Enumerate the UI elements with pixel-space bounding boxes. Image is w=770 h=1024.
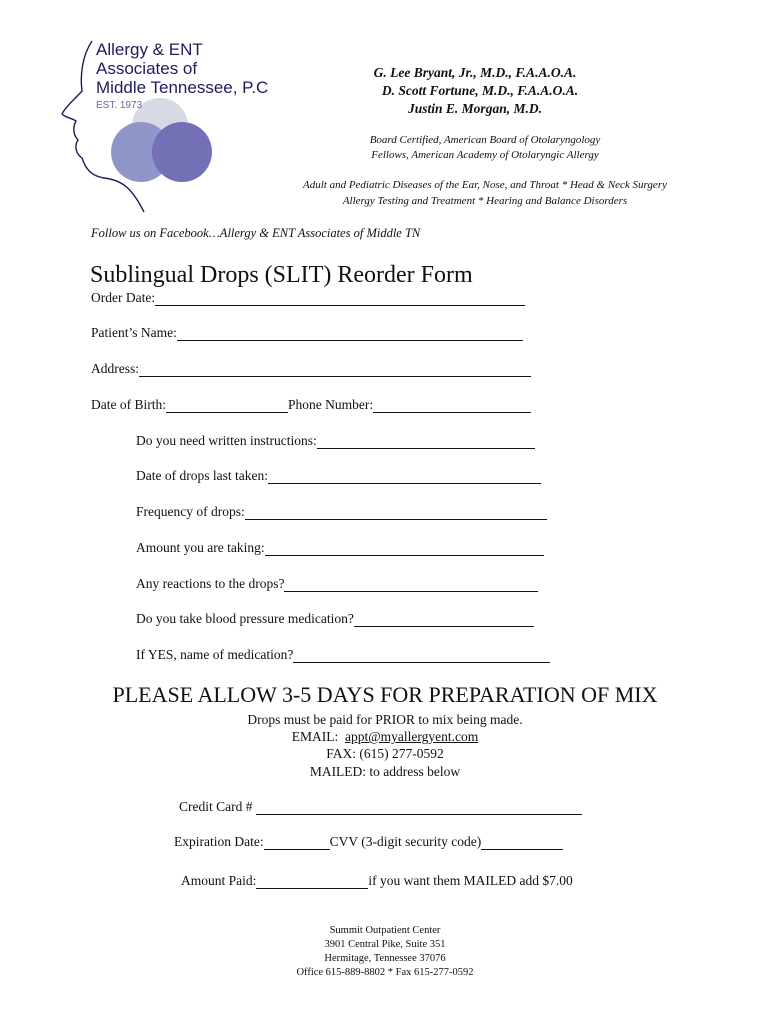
email-link[interactable]: appt@myallergyent.com bbox=[344, 729, 479, 744]
med-name-label: If YES, name of medication? bbox=[136, 647, 294, 662]
bp-med-label: Do you take blood pressure medication? bbox=[136, 611, 354, 626]
credit-card-input[interactable] bbox=[256, 800, 582, 815]
doctor-3: Justin E. Morgan, M.D. bbox=[408, 101, 542, 116]
written-instructions-input[interactable] bbox=[317, 434, 535, 449]
bp-med-input[interactable] bbox=[354, 612, 534, 627]
address-input[interactable] bbox=[139, 362, 531, 377]
footer-city: Hermitage, Tennessee 37076 bbox=[324, 953, 446, 964]
reactions-input[interactable] bbox=[284, 577, 538, 592]
last-taken-label: Date of drops last taken: bbox=[136, 468, 268, 483]
logo-line-1: Allergy & ENT bbox=[96, 40, 203, 59]
amount-paid-label: Amount Paid: bbox=[181, 873, 257, 888]
dob-phone-field bbox=[91, 397, 531, 413]
preparation-banner: PLEASE ALLOW 3-5 DAYS FOR PREPARATION OF MIX bbox=[112, 682, 658, 707]
footer-phone-fax: Office 615-889-8802 * Fax 615-277-0592 bbox=[296, 967, 474, 978]
patient-name-label: Patient’s Name: bbox=[91, 325, 177, 340]
footer-center-name: Summit Outpatient Center bbox=[329, 925, 441, 936]
doctor-2: D. Scott Fortune, M.D., F.A.A.O.A. bbox=[381, 83, 579, 98]
dob-label: Date of Birth: bbox=[91, 397, 166, 412]
mailed-line: MAILED: to address below bbox=[309, 764, 461, 779]
phone-input[interactable] bbox=[373, 398, 531, 413]
amount-label: Amount you are taking: bbox=[136, 540, 265, 555]
credit-card-label: Credit Card # bbox=[179, 799, 253, 814]
form-title: Sublingual Drops (SLIT) Reorder Form bbox=[90, 262, 473, 288]
footer-street: 3901 Central Pike, Suite 351 bbox=[324, 939, 446, 950]
order-date-input[interactable] bbox=[155, 291, 525, 306]
order-date-label: Order Date: bbox=[91, 290, 156, 305]
fax-line: FAX: (615) 277-0592 bbox=[326, 746, 444, 761]
reactions-field bbox=[136, 576, 538, 592]
address-field bbox=[91, 361, 531, 377]
prepay-note: Drops must be paid for PRIOR to mix being made. bbox=[247, 712, 523, 727]
address-label: Address: bbox=[91, 361, 139, 376]
med-name-input[interactable] bbox=[293, 648, 550, 663]
services-line-2: Allergy Testing and Treatment * Hearing and Balance Disorders bbox=[342, 195, 628, 207]
dob-input[interactable] bbox=[166, 398, 288, 413]
patient-name-field bbox=[91, 325, 523, 341]
facebook-note: Follow us on Facebook…Allergy & ENT Associates of Middle TN bbox=[91, 226, 421, 240]
last-taken-field bbox=[136, 468, 541, 484]
patient-name-input[interactable] bbox=[177, 326, 523, 341]
amount-field bbox=[136, 540, 544, 556]
med-name-field bbox=[136, 647, 550, 663]
expiration-label: Expiration Date: bbox=[174, 834, 264, 849]
email-label: EMAIL: bbox=[291, 729, 339, 744]
frequency-label: Frequency of drops: bbox=[136, 504, 245, 519]
doctor-1: G. Lee Bryant, Jr., M.D., F.A.A.O.A. bbox=[373, 65, 577, 80]
amount-input[interactable] bbox=[265, 541, 544, 556]
services-line-1: Adult and Pediatric Diseases of the Ear, Nose, and Throat * Head & Neck Surgery bbox=[303, 179, 667, 191]
written-instructions-field bbox=[136, 433, 535, 449]
amount-paid-input[interactable] bbox=[256, 874, 368, 889]
last-taken-input[interactable] bbox=[268, 469, 541, 484]
credential-fellows: Fellows, American Academy of Otolaryngic Allergy bbox=[371, 149, 599, 161]
mail-fee-note: if you want them MAILED add $7.00 bbox=[368, 873, 573, 888]
amount-paid-field bbox=[181, 873, 573, 889]
order-date-field bbox=[91, 290, 525, 306]
written-instructions-label: Do you need written instructions: bbox=[136, 433, 317, 448]
reactions-label: Any reactions to the drops? bbox=[136, 576, 285, 591]
bp-med-field bbox=[136, 611, 534, 627]
logo-established: EST. 1973 bbox=[96, 100, 143, 111]
cvv-label: CVV (3-digit security code) bbox=[329, 834, 482, 849]
email-line bbox=[0, 728, 770, 745]
frequency-field bbox=[136, 504, 547, 520]
expiration-input[interactable] bbox=[264, 835, 330, 850]
logo-line-2: Associates of bbox=[96, 59, 198, 78]
phone-label: Phone Number: bbox=[287, 397, 374, 412]
logo-line-3: Middle Tennessee, P.C bbox=[96, 78, 269, 97]
expiration-cvv-field bbox=[174, 834, 563, 850]
frequency-input[interactable] bbox=[245, 505, 547, 520]
credential-board: Board Certified, American Board of Otolaryngology bbox=[369, 134, 601, 146]
credit-card-field bbox=[179, 799, 582, 815]
cvv-input[interactable] bbox=[481, 835, 563, 850]
